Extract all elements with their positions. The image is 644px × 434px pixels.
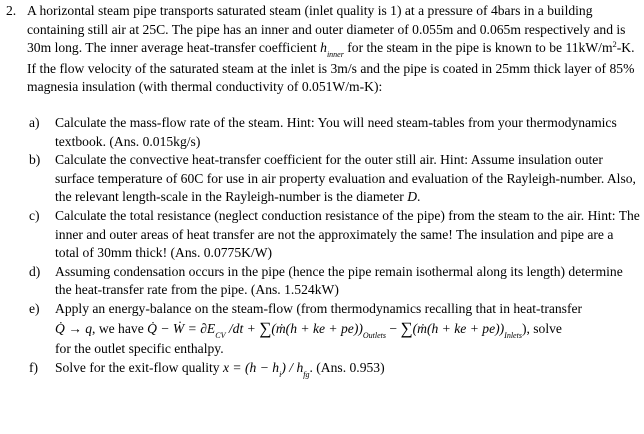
question-e-label: e)	[29, 300, 40, 316]
problem-intro	[27, 2, 640, 97]
question-a-label: a)	[29, 114, 40, 130]
q-arrow-expression: Q̇ → q	[55, 320, 93, 336]
outlet-term: (ṁ(h + ke + pe))	[271, 320, 363, 336]
question-e-text: Apply an energy-balance on the steam-flow (from thermodynamics recalling that in heat-transfer	[55, 300, 583, 316]
question-f-text-end: . (Ans. 0.953)	[309, 359, 385, 375]
intro-text-1: A horizontal steam pipe transports saturated steam (inlet quality is 1) at a pressure of 4bars in a building containing still air at 25C. The pipe has an inner and outer diameter of 0.055m and 0.065m respectively and is 30m long. The inner average heat-transfer coefficient	[27, 3, 626, 56]
question-f-text: Solve for the exit-flow quality	[55, 359, 223, 375]
question-b-text: Calculate the convective heat-transfer coefficient for the outer still air. Hint: Assume insulation outer surface temperature of 60C for use in air property evaluation and evaluation of the Rayleigh-number. Also, the relevant length-scale in the Rayleigh-number is the diameter	[55, 152, 636, 205]
eq-minus: −	[386, 320, 401, 336]
eq-i-subscript: i	[279, 369, 282, 379]
question-b-text-end: .	[417, 189, 421, 205]
question-b-symbol: D	[407, 189, 418, 205]
solve-text: ), solve	[521, 320, 562, 336]
question-e	[29, 300, 640, 359]
intro-text-3: -K. If the flow velocity of the saturated steam at the inlet is 3m/s and the pipe is coated in 25mm thick layer of 85% magnesia insulation (with thermal conductivity of 0.051W/m-K):	[27, 40, 635, 95]
sum-symbol-outlets: ∑	[259, 318, 272, 338]
energy-equation: Q̇ − Ẇ = ∂E	[147, 320, 216, 336]
question-c-text: Calculate the total resistance (neglect conduction resistance of the pipe) from the steam to the air. Hint: The inner and outer areas of heat transfer are not the approximately the same! The insulation and pipe are a total of 30mm thick! (Ans. 0.0775K/W)	[55, 207, 640, 261]
question-d-text: Assuming condensation occurs in the pipe (hence the pipe remain isothermal along its length) determine the heat-transfer rate from the pipe. (Ans. 1.524kW)	[55, 263, 623, 298]
quality-equation-mid: ) / h	[281, 359, 304, 375]
problem-number: 2.	[6, 3, 17, 18]
cv-subscript: CV	[215, 330, 226, 340]
question-f	[29, 359, 640, 380]
problem-statement	[6, 2, 640, 97]
quality-equation: x = (h − h	[223, 359, 280, 375]
question-f-label: f)	[29, 359, 39, 375]
eq-dt: /dt +	[225, 320, 260, 336]
question-b	[29, 151, 640, 207]
question-a	[29, 114, 640, 151]
outlets-subscript: Outlets	[362, 330, 386, 340]
intro-superscript: 2	[612, 39, 617, 50]
inlet-term: (ṁ(h + ke + pe))	[412, 320, 505, 336]
sum-symbol-inlets: ∑	[400, 318, 413, 338]
page	[6, 2, 640, 379]
h-subscript: inner	[326, 50, 344, 60]
question-b-label: b)	[29, 152, 41, 168]
inlets-subscript: Inlets	[504, 330, 522, 340]
sub-questions	[6, 114, 640, 379]
question-e-text-end: for the outlet specific enthalpy.	[55, 341, 224, 357]
question-c	[29, 207, 640, 263]
h-symbol: h	[320, 40, 327, 56]
question-a-text: Calculate the mass-flow rate of the steam. Hint: You will need steam-tables from your thermodynamics textbook. (Ans. 0.015kg/s)	[55, 114, 617, 149]
eq-fg-subscript: fg	[303, 369, 310, 379]
question-d-label: d)	[29, 263, 41, 279]
question-c-label: c)	[29, 207, 40, 223]
question-d	[29, 263, 640, 300]
we-have-text: , we have	[92, 320, 148, 336]
intro-text-2: for the steam in the pipe is known to be 11kW/m	[343, 40, 613, 56]
